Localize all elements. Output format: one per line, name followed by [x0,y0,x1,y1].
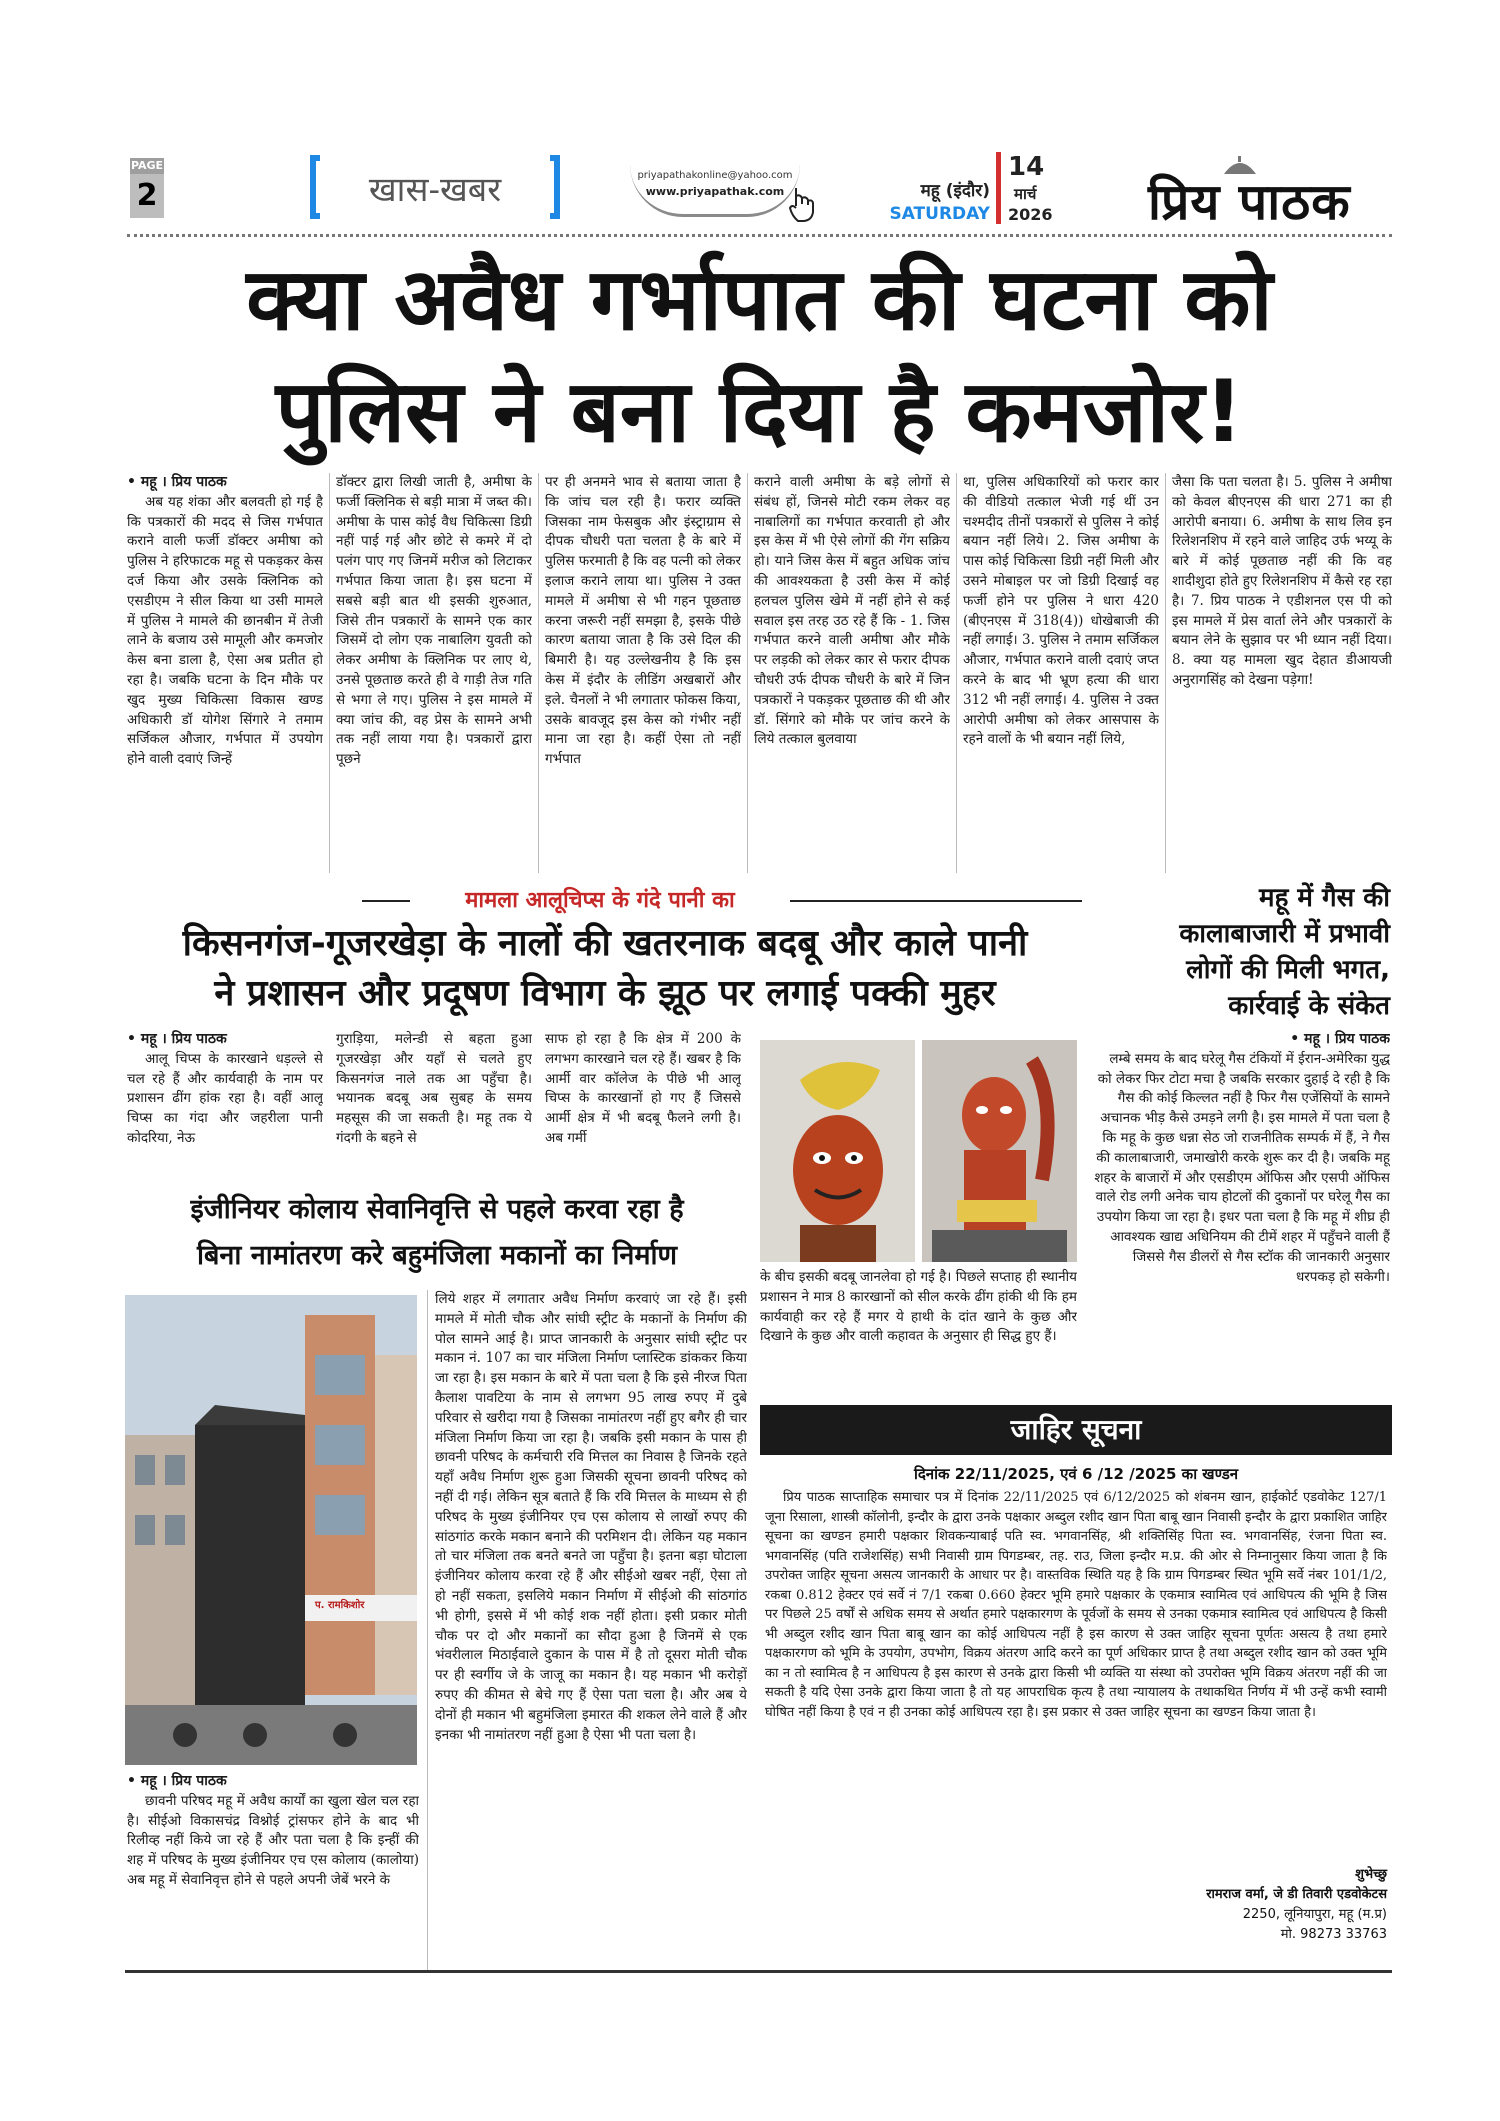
page-label: PAGE [130,159,164,172]
engineer-column-2 [435,1290,747,1970]
lead-column-4 [754,473,950,878]
notice-sign-names: रामराज वर्मा, जे डी तिवारी एडवोकेटस [1206,1887,1387,1902]
lead-column-5 [963,473,1159,878]
date-divider [996,152,1001,224]
website-text[interactable]: www.priyapathak.com [645,185,785,198]
gas-headline-line3: लोगों की मिली भगत, [1186,955,1390,985]
lead-column-5-text: था, पुलिस अधिकारियों को फरार कार की वीडियो तत्काल भेजी गई थीं उन चश्मदीद तीनों पत्रकारों से पुलिस ने कोई बयान नहीं लिये। 2. जिस अमीषा के पास कोई चिकित्सा डिग्री नहीं मिली और उसने मोबाइल पर जो डिग्री दिखाई वह फर्जी होने पर पुलिस ने धारा 420 (बीएनएस में 318(4)) धोखेबाजी की नहीं लगाई। 3. पुलिस ने तमाम सर्जिकल औजार, गर्भपात कराने वाली दवाएं जप्त करने के बाद भी भ्रूण हत्या की धारा 312 भी नहीं लगाई। 4. पुलिस ने उक्त आरोपी अमीषा को लेकर आसपास के रहने वालों के भी बयान नहीं लिये, [963,474,1159,748]
notice-title: जाहिर सूचना [1010,1413,1142,1446]
gas-headline-line4: कार्रवाई के संकेत [1228,991,1390,1021]
lead-column-1-text: अब यह शंका और बलवती हो गई है कि पत्रकारों की मदद से जिस गर्भपात कराने वाली फर्जी डॉक्टर अमीषा को पुलिस ने हरिफाटक महू से पकड़कर केस दर्ज किया और उसके क्लिनिक को एसडीएम ने सील किया था उसी मामले में पुलिस ने मामले की छानबीन में तेजी लाने के बजाय उसे मामूली और कमजोर केस बना डाला है, ऐसा अब प्रतीत हो रहा है। जबकि घटना के दिन मौके पर खुद मुख्य चिकित्सा विकास खण्ड अधिकारी डॉ योगेश सिंगारे ने तमाम सर्जिकल औजार, गर्भपात में उपयोग होने वाली दवाएं जिन्हें [127,493,323,768]
column-divider [1165,473,1166,873]
notice-sign-phone: मो. 98273 33763 [1280,1927,1387,1942]
notice-sign-address: 2250, लूनियापुरा, महू (म.प्र) [1242,1907,1387,1922]
bracket-left-icon [310,155,320,219]
notice-signature [1100,1865,1387,1945]
gas-byline: • महू । प्रिय पाठक [1290,1031,1390,1047]
lead-column-3-text: पर ही अनमने भाव से बताया जाता है कि जांच चल रही है। फरार व्यक्ति जिसका नाम फेसबुक और इंस्ट्राग्राम से दीपक चौधरी पता चलता है के बारे में पुलिस फरमाती है कि वह पत्नी को लेकर इलाज कराने लाया था। पुलिस ने उक्त मामले में अमीषा से भी गहन पूछताछ करना जरूरी नहीं समझा है, इसके पीछे कारण बताया जाता है कि उसे दिल की बिमारी है। यह उल्लेखनीय है कि इस केस में इंदौर के लीडिंग अखबारों और इले. चैनलों ने भी लगातार फोकस किया, उसके बावजूद इस केस को गंभीर नहीं माना जा रहा है। कहीं ऐसा तो नहीं गर्भपात [545,474,741,768]
gas-body [1090,1030,1390,1430]
idol-photo-left [760,1040,915,1262]
chips-column-1 [127,1030,323,1160]
building-photo [125,1295,417,1765]
notice-sign-greeting: शुभेच्छु [1355,1867,1387,1882]
lead-column-6-text: जैसा कि पता चलता है। 5. पुलिस ने अमीषा को केवल बीएनएस की धारा 271 का ही आरोपी बनाया। 6. अमीषा के साथ लिव इन रिलेशनशिप में रहने वाले जाहिद उर्फ भय्यू के बारे में कोई पूछताछ नहीं की कि वह शादीशुदा होते हुए रिलेशनशिप में कैसे रह रहा है। 7. प्रिय पाठक ने एडीशनल एस पी को इस मामले में प्रेस वार्ता लेने और पत्रकारों के बयान लेने के सुझाव पर भी ध्यान नहीं दिया। 8. क्या यह मामला खुद देहात डीआयजी अनुरागसिंह को देखना पड़ेगा! [1172,474,1392,688]
paper-name: प्रिय पाठक [1148,173,1351,231]
chips-headline-line1: किसनगंज-गूजरखेड़ा के नालों की खतरनाक बदबू और काले पानी [182,923,1028,964]
lead-column-3 [545,473,741,878]
column-divider [427,1290,428,1970]
lead-headline-line1: क्या अवैध गर्भापात की घटना को [246,250,1273,350]
gas-headline-line1: महू में गैस की [1259,883,1390,913]
email-text[interactable]: priyapathakonline@yahoo.com [637,170,793,181]
lead-column-6 [1172,473,1392,878]
gas-headline-line2: कालाबाजारी में प्रभावी [1179,919,1390,949]
gas-headline [1090,880,1390,1024]
chips-byline: • महू । प्रिय पाठक [127,1031,227,1047]
chips-continuation [760,1268,1077,1398]
section-title: खास-खबर [368,170,502,210]
date-month: मार्च [1014,185,1037,203]
page-number: 2 [130,174,164,218]
notice-subject: दिनांक 22/11/2025, एवं 6 /12 /2025 का खण्डन [913,1465,1239,1483]
chips-column-2-text: गुराड़िया, मलेन्डी से बहता हुआ गूजरखेड़ा और यहाँ से चलते हुए किसनगंज नाले तक आ पहुँचा है। भयानक बदबू अब सुबह के समय महसूस की जा सकती है। महू तक ये गंदगी के बहने से [336,1031,532,1146]
engineer-column-1-text: छावनी परिषद महू में अवैध कार्यों का खुला खेल चल रहा है। सीईओ विकासचंद्र विश्नोई ट्रांसफर होने के बाद भी रिलीव्ह नहीं किये जा रहे हैं और पता चला है कि इन्हीं की शह में परिषद के मुख्य इंजीनियर एच एस कोलाय (कालोया) अब महू में सेवानिवृत्त होने से पहले अपनी जेबें भरने के [127,1792,419,1888]
masthead-rule [127,234,1392,237]
notice-body [765,1488,1387,1868]
date-day: 14 [1008,152,1045,182]
column-divider [956,473,957,873]
lead-column-2 [336,473,532,878]
chips-kicker: मामला आलूचिप्स के गंदे पानी का [410,884,790,914]
notice-title-band [760,1405,1392,1455]
chips-column-3-text: साफ हो रहा है कि क्षेत्र में 200 के लगभग कारखाने चल रहे हैं। खबर है कि आर्मी वार कॉलेज के पीछे भी आलू चिप्स के कारखानों हो गए हैं जिससे आर्मी क्षेत्र में भी बदबू फैलने लगी है। अब गर्मी [545,1031,741,1146]
engineer-headline-line2: बिना नामांतरण करे बहुमंजिला मकानों का निर्माण [196,1240,678,1271]
lead-column-2-text: डॉक्टर द्वारा लिखी जाती है, अमीषा के फर्जी क्लिनिक से बड़ी मात्रा में जब्त की। अमीषा के पास कोई वैध चिकित्सा डिग्री नहीं पाई गई और छोटे से कमरे में दो पलंग पाए गए जिनमें मरीज को लिटाकर गर्भपात किया जाता है। इस घटना में सबसे बड़ी बात थी इसकी शुरुआत, जिसे तीन पत्रकारों के सामने एक कार जिसमें दो लोग एक नाबालिग युवती को लेकर अमीषा के क्लिनिक पर लाए थे, उनसे पूछताछ करते ही वे गाड़ी तेज गति से भगा ले गए। पुलिस ने इस मामले में क्या जांच की, वह प्रेस के सामने अभी तक नहीं लाया गया है। पत्रकारों द्वारा पूछने [336,474,532,768]
contact-oval [630,164,800,217]
paper-logo [1148,156,1393,231]
engineer-byline: • महू । प्रिय पाठक [127,1773,227,1789]
page-bottom-rule [125,1970,1392,1973]
column-divider [747,473,748,873]
edition-place: महू (इंदौर) [920,181,990,201]
pointer-hand-icon [786,184,820,224]
chips-column-2 [336,1030,532,1160]
chips-column-1-text: आलू चिप्स के कारखाने धड़ल्ले से चल रहे हैं और कार्यवाही के नाम पर प्रशासन ढींग हांक रहा है। वहीं आलू चिप्स का गंदा और जहरीला पानी कोदरिया, नेऊ [127,1050,323,1146]
column-divider [329,473,330,873]
chips-headline-line2: ने प्रशासन और प्रदूषण विभाग के झूठ पर लगाई पक्की मुहर [214,973,996,1014]
lead-column-1 [127,473,323,878]
column-divider [538,473,539,873]
engineer-column-1 [127,1772,419,1972]
idol-photo-right [922,1040,1077,1262]
page-tag [130,158,164,220]
date-year: 2026 [1008,205,1053,224]
gas-body-text: लम्बे समय के बाद घरेलू गैस टंकियों में ईरान-अमेरिका युद्ध को लेकर फिर टोटा मचा है जबकि सरकार दुहाई दे रही है कि गैस की कोई किल्लत नहीं है फिर गैस एजेंसियों के सामने अचानक भीड़ कैसे उमड़ने लगी है। इस मामले में पता चला है कि महू के कुछ धन्ना सेठ जो राजनीतिक सम्पर्क में हैं, ने गैस की कालाबाजारी, जमाखोरी करके शुरू कर दी है। जबकि महू शहर के बाजारों में और एसडीएम ऑफिस और एसपी ऑफिस वाले रोड लगी अनेक चाय होटलों की दुकानों पर घरेलू गैस का उपयोग किया जा रहा है। इधर पता चला है कि महू में शीघ्र ही आवश्यक खाद्य अधिनियम की टीमें शहर में पहुँचने वाली हैं जिससे गैस डीलरों से गैस स्टॉक की जानकारी अनुसार धरपकड़ हो सकेगी। [1094,1050,1390,1285]
bracket-right-icon [550,155,560,219]
chips-column-3 [545,1030,741,1160]
weekday: SATURDAY [889,204,990,224]
shop-sign: प. रामकिशोर [315,1600,365,1611]
section-title-box [310,155,560,221]
notice-body-text: प्रिय पाठक साप्ताहिक समाचार पत्र में दिनांक 22/11/2025 एवं 6/12/2025 को शंबनम खान, हाईकोर्ट एडवोकेट 127/1 जूना रिसाला, शास्त्री कॉलोनी, इन्दौर के द्वारा उनके पक्षकार अब्दुल रशीद खान पिता बाबू खान निवासी इन्दौर के द्वारा प्रकाशित जाहिर सूचना का खण्डन हमारी पक्षकार शिवकन्याबाई पति स्व. भगवानसिंह, श्री शक्तिसिंह पिता स्व. भगवानसिंह, रंजना पिता स्व. भगवानसिंह (पति राजेशसिंह) सभी निवासी ग्राम पिगडम्बर, तह. राउ, जिला इन्दौर म.प्र. की ओर से निम्नानुसार किया जाता है कि उपरोक्त जाहिर सूचना असत्य जानकारी के आधार पर है। वास्तविक स्थिति यह है कि ग्राम पिगडम्बर स्थित भूमि सर्वे नंबर 101/1/2, रकबा 0.812 हेक्टर एवं सर्वे नं 7/1 रकबा 0.660 हेक्टर भूमि हमारे पक्षकार के एकमात्र स्वामित्व एवं आधिपत्य की भूमि है जिस पर पिछले 25 वर्षों से अधिक समय से अर्थात हमारे पक्षकारगण के पूर्वजों के समय से उनका एकमात्र स्वामित्व एवं आधिपत्य है किसी भी अब्दुल रशीद खान पिता बाबू खान का कोई आधिपत्य नहीं है इस कारण से उक्त जाहिर सूचना पूर्णतः असत्य है तथा हमारे पक्षकारगण को भूमि के उपयोग, उपभोग, विक्रय अंतरण आदि करने का पूर्ण अधिकार प्राप्त है तथा अब्दुल रशीद खान को उक्त भूमि का न तो स्वामित्व है न आधिपत्य है इस कारण से उनके द्वारा किसी भी व्यक्ति या संस्था को उपरोक्त भूमि विक्रय अंतरण नहीं की जा सकती है यदि ऐसा उनके द्वारा किया जाता है तो यह आपराधिक कृत्य है तथा न्यायालय के तथाकथित निर्णय में भी उन्हें कभी स्वामी घोषित नहीं किया है एवं न ही उनका कोई आधिपत्य रहा है। इस प्रकार से उक्त जाहिर सूचना का खण्डन किया जाता है। [765,1490,1387,1720]
chips-continuation-text: के बीच इसकी बदबू जानलेवा हो गई है। पिछले सप्ताह ही स्थानीय प्रशासन ने मात्र 8 कारखानों को सील करके ढींग हांकी थी कि हम कार्यवाही कर रहे हैं मगर ये हाथी के दांत खाने के कुछ और दिखाने के कुछ और वाली कहावत के अनुसार ही सिद्ध हुए हैं। [760,1269,1077,1345]
lead-headline-line2: पुलिस ने बना दिया है कमजोर! [275,362,1244,462]
lead-byline: • महू । प्रिय पाठक [127,474,227,490]
lead-column-4-text: कराने वाली अमीषा के बड़े लोगों से संबंध हों, जिनसे मोटी रकम लेकर वह नाबालिगों का गर्भपात करवाती हो और इस केस में भी ऐसे लोगों की गेंग सक्रिय हो। याने जिस केस में बहुत अधिक जांच की आवश्यकता है उसी केस में कोई हलचल पुलिस खेमे में नहीं होने से कई सवाल इस तरह उठ रहे हैं कि - 1. जिस गर्भपात करने वाली अमीषा और मौके पर लड़की को लेकर कार से फरार दीपक चौधरी उर्फ दीपक चौधरी के बारे में जिन पत्रकारों ने पकड़कर पूछताछ की थी और डॉ. सिंगारे को मौके पर जांच करने के लिये तत्काल बुलवाया [754,474,950,748]
engineer-headline-line1: इंजीनियर कोलाय सेवानिवृत्ति से पहले करवा रहा है [190,1194,684,1225]
engineer-column-2-text: लिये शहर में लगातार अवैध निर्माण करवाएं जा रहे हैं। इसी मामले में मोती चौक और सांघी स्ट्रीट के मकानों के निर्माण की पोल सामने आई है। प्राप्त जानकारी के अनुसार सांघी स्ट्रीट पर मकान नं. 107 का चार मंजिला निर्माण प्लास्टिक डांककर किया जा रहा है। इस मकान के बारे में पता चला है कि इसे नीरज पिता कैलाश पावटिया के नाम से लगभग 95 लाख रुपए में दुबे परिवार से खरीदा गया है जिसका नामांतरण नहीं हुए बगैर ही चार मंजिला निर्माण किया जा रहा है। जबकि इसी मकान के पास ही छावनी परिषद के कर्मचारी रवि मित्तल का निवास है जिनके रहते यहाँ अवैध निर्माण शुरू हुआ जिसकी सूचना छावनी परिषद को नहीं दी गई। लेकिन सूत्र बताते हैं कि रवि मित्तल के माध्यम से ही परिषद के मुख्य इंजीनियर एच एस कोलाय से लाखों रुपए की सांठगांठ करके मकान बनाने की परमिशन दी। लेकिन यह मकान तो चार मंजिला तक बनते बनते जा पहुँचा है। इतना बड़ा घोटाला इंजीनियर कोलाय करवा रहे हैं और सीईओ खबर नहीं, ऐसा तो हो नहीं सकता, इसलिये मकान निर्माण में सीईओ की सांठगांठ भी होगी, इससे में भी कोई शक नहीं होता। इसी प्रकार मोती चौक पर दो और मकानों का सौदा हुआ है जिनमें से एक भंवरीलाल मिठाईवाले दुकान के पास में है तो दूसरा मोती चौक पर ही स्वर्गीय जे के जाजू का मकान है। यह मकान भी करोड़ों रुपए की कीमत से बेचे गए हैं ऐसा पता चला है। और अब ये दोनों ही मकान भी बहुमंजिला इमारत की शकल लेने वाले हैं और इनका भी नामांतरण नहीं हुआ है ऐसा भी पता चला है। [435,1291,747,1743]
